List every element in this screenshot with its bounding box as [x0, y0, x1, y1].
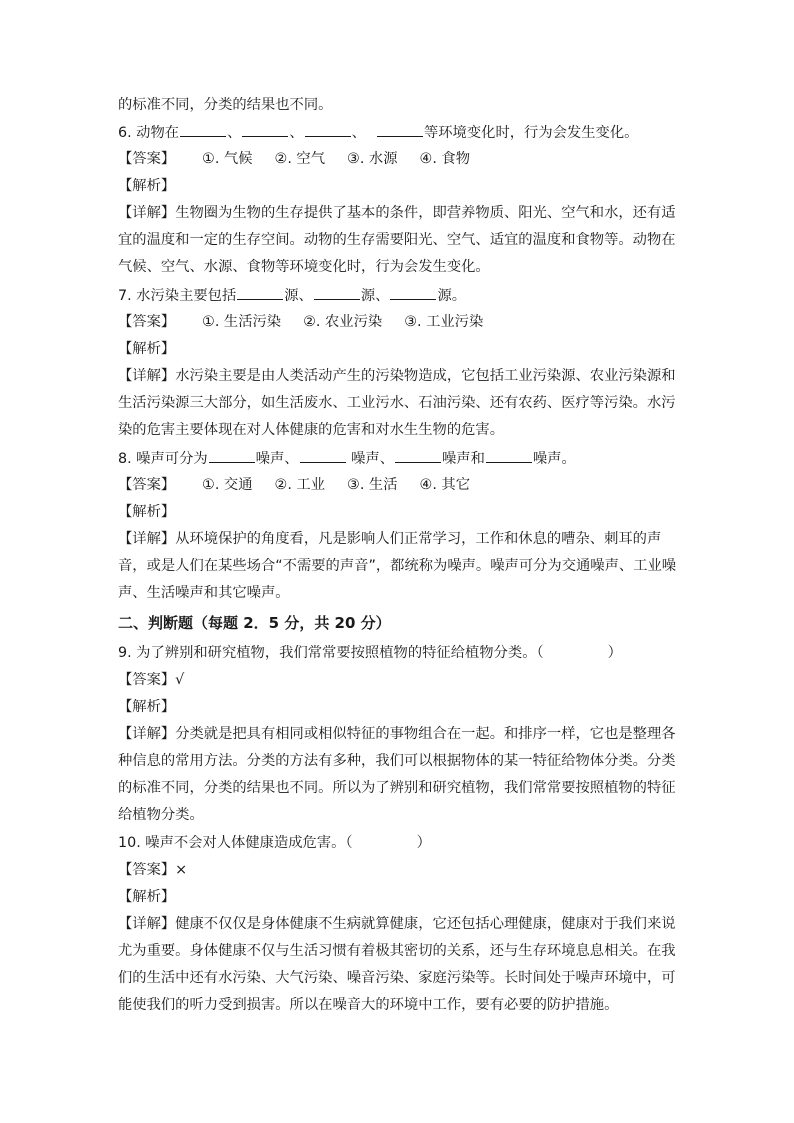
answer-option: ④. 其它 [419, 477, 470, 493]
detail-line [118, 203, 678, 223]
detail-text: 水污染主要是由人类活动产生的污染物造成，它包括工业污染源、农业污染源和 [175, 368, 676, 384]
detail-line: 的标准不同，分类的结果也不同。所以为了辨别和研究植物，我们常常要按照植物的特征 [118, 780, 676, 796]
detail-line: 种信息的常用方法。分类的方法有多种，我们可以根据物体的某一特征给物体分类。分类 [118, 753, 676, 769]
answer-8 [118, 475, 678, 495]
answer-tag: 【答案】 [118, 151, 176, 167]
detail-line: 气候、空气、水源、食物等环境变化时，行为会发生变化。 [118, 259, 490, 275]
blank-field [300, 448, 346, 463]
question-8-seg: 噪声、 [255, 451, 299, 467]
detail-line: 尤为重要。身体健康不仅与生活习惯有着极其密切的关系，还与生存环境息息相关。在我 [118, 943, 676, 959]
blank-field [314, 285, 360, 300]
question-7-stem: 7. 水污染主要包括 [118, 288, 237, 304]
detail-text: 分类就是把具有相同或相似特征的事物组合在一起。和排序一样，它也是整理各 [175, 726, 676, 742]
paragraph-line: 的标准不同，分类的结果也不同。 [118, 97, 333, 113]
blank-field [180, 122, 226, 137]
blank-field [209, 448, 255, 463]
detail-line: 能使我们的听力受到损害。所以在噪音大的环境中工作，要有必要的防护措施。 [118, 997, 619, 1013]
question-8 [118, 448, 678, 469]
answer-option: ③. 水源 [347, 151, 398, 167]
answer-10: 【答案】× [118, 862, 188, 878]
blank-field [305, 122, 351, 137]
detail-line: 们的生活中还有水污染、大气污染、噪音污染、家庭污染等。长时间处于噪声环境中，可 [118, 970, 676, 986]
detail-line: 染的危害主要体现在对人体健康的危害和对水生生物的危害。 [118, 422, 505, 438]
detail-line: 给植物分类。 [118, 807, 204, 823]
answer-option: ②. 农业污染 [303, 314, 383, 330]
question-7-seg: 源、 [360, 288, 390, 304]
answer-option: ②. 空气 [274, 151, 325, 167]
question-8-seg: 噪声。 [532, 451, 576, 467]
answer-option: ③. 工业污染 [404, 314, 484, 330]
separator: 、 [227, 125, 242, 141]
analysis-tag: 【解析】 [118, 504, 176, 520]
detail-tag: 【详解】 [118, 205, 176, 221]
close-paren: ） [416, 835, 431, 851]
question-6-stem: 6. 动物在 [118, 125, 180, 141]
detail-line: 声、生活噪声和其它噪声。 [118, 585, 290, 601]
detail-line [118, 529, 678, 549]
analysis-tag: 【解析】 [118, 178, 176, 194]
question-10-text: 10. 噪声不会对人体健康造成危害。（ [118, 835, 353, 851]
answer-7 [118, 312, 678, 332]
answer-option: ③. 生活 [347, 477, 398, 493]
question-7 [118, 285, 678, 306]
detail-tag: 【详解】 [118, 916, 176, 932]
question-9-text: 9. 为了辨别和研究植物，我们常常要按照植物的特征给植物分类。（ [118, 645, 544, 661]
question-7-seg: 源、 [284, 288, 313, 304]
detail-line: 宜的温度和一定的生存空间。动物的生存需要阳光、空气、适宜的温度和食物等。动物在 [118, 232, 676, 248]
separator: 、 [351, 125, 366, 141]
answer-option: ②. 工业 [274, 477, 325, 493]
question-8-stem: 8. 噪声可分为 [118, 451, 208, 467]
close-paren: ） [607, 645, 622, 661]
answer-option: ①. 气候 [202, 151, 253, 167]
detail-line: 生活污染源三大部分，如生活废水、工业污水、石油污染、还有农药、医疗等污染。水污 [118, 395, 676, 411]
detail-line [118, 724, 678, 744]
blank-field [486, 448, 532, 463]
question-8-seg: 噪声和 [442, 451, 485, 467]
question-9 [118, 643, 678, 663]
detail-tag: 【详解】 [118, 368, 176, 384]
detail-text: 从环境保护的角度看，凡是影响人们正常学习，工作和休息的嘈杂、刺耳的声 [175, 531, 662, 547]
blank-field [390, 285, 436, 300]
detail-line [118, 914, 678, 934]
detail-text: 健康不仅仅是身体健康不生病就算健康，它还包括心理健康，健康对于我们来说 [175, 916, 676, 932]
separator: 、 [289, 125, 304, 141]
answer-option: ①. 交通 [202, 477, 253, 493]
blank-field [237, 285, 283, 300]
question-8-seg: 噪声、 [346, 451, 394, 467]
analysis-tag: 【解析】 [118, 341, 176, 357]
answer-tag: 【答案】 [118, 477, 176, 493]
question-10 [118, 833, 678, 853]
answer-6 [118, 149, 678, 169]
analysis-tag: 【解析】 [118, 699, 176, 715]
question-7-seg: 源。 [437, 288, 467, 304]
question-6 [118, 122, 678, 143]
detail-text: 生物圈为生物的生存提供了基本的条件，即营养物质、阳光、空气和水，还有适 [175, 205, 676, 221]
detail-tag: 【详解】 [118, 531, 176, 547]
detail-tag: 【详解】 [118, 726, 176, 742]
detail-line: 音，或是人们在某些场合“不需要的声音”，都统称为噪声。噪声可分为交通噪声、工业噪 [118, 558, 677, 574]
blank-field [242, 122, 288, 137]
answer-option: ④. 食物 [419, 151, 470, 167]
detail-line [118, 366, 678, 386]
answer-9: 【答案】√ [118, 672, 185, 688]
blank-field [395, 448, 441, 463]
answer-option: ①. 生活污染 [202, 314, 282, 330]
answer-tag: 【答案】 [118, 314, 176, 330]
blank-field [377, 122, 423, 137]
section-heading: 二、判断题（每题 2．5 分，共 20 分） [118, 614, 391, 632]
question-6-tail: 等环境变化时，行为会发生变化。 [423, 125, 639, 141]
analysis-tag: 【解析】 [118, 889, 176, 905]
